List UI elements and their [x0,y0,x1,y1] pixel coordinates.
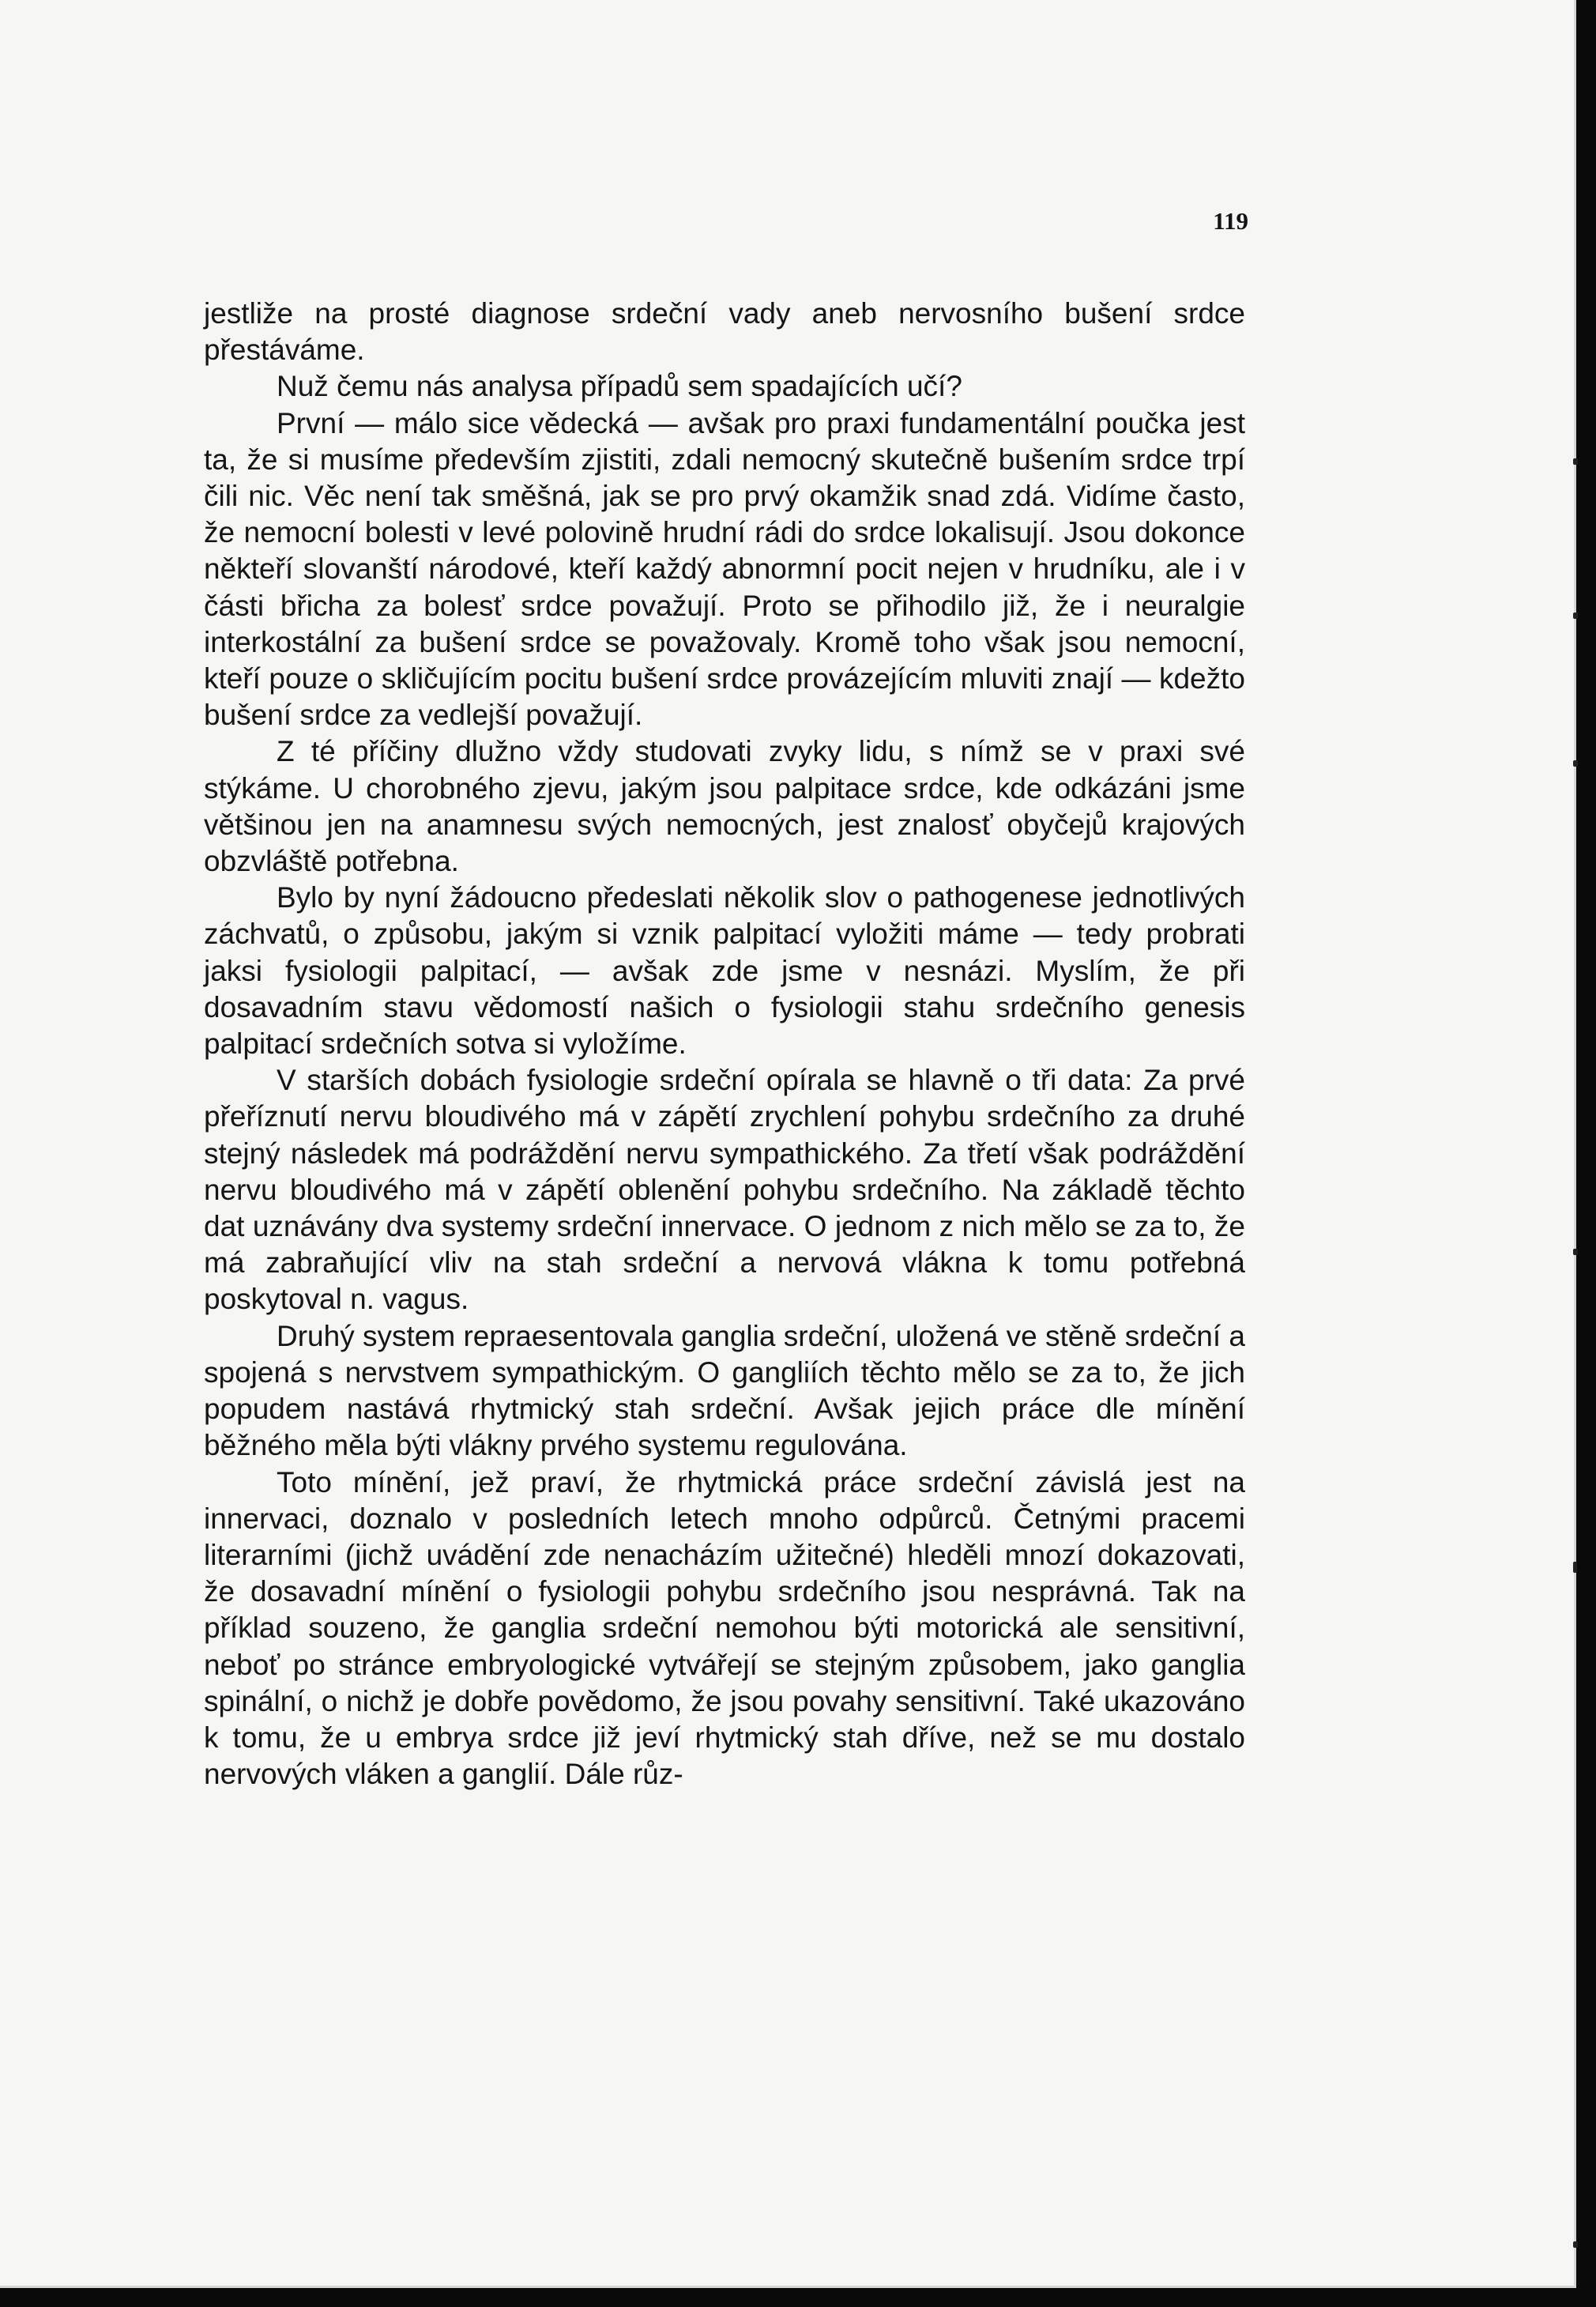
page-number: 119 [1213,207,1248,235]
paragraph-3: První — málo sice vědecká — avšak pro praxi fundamentální poučka jest ta, že si musíme především zjistiti, zdali nemocný skutečně bušením srdce trpí čili nic. Věc není tak směšná, jak se pro prvý okamžik snad zdá. Vidíme často, že nemocní bolesti v levé polovině hrudní rádi do srdce lokalisují. Jsou dokonce někteří slovanští národové, kteří každý abnormní pocit nejen v hrudníku, ale i v části břicha za bolesť srdce považují. Proto se přihodilo již, že i neuralgie interkostální za bušení srdce se považovaly. Kromě toho však jsou nemocní, kteří pouze o skličujícím pocitu bušení srdce provázejícím mluviti znají — kdežto bušení srdce za vedlejší považují. [204,406,1245,732]
scan-speck [1573,1249,1578,1255]
paragraph-1: jestliže na prosté diagnose srdeční vady aneb nervosního bušení srdce přestáváme. [204,297,1245,367]
paragraph-5: Bylo by nyní žádoucno předeslati několik slov o pathogenese jednotlivých záchvatů, o způsobu, jakým si vznik palpitací vyložiti máme — tedy probrati jaksi fysiologii palpitací, — avšak zde jsme v nesnázi. Myslím, že při dosavadním stavu vědomostí našich o fysiologii stahu srdečního genesis palpitací srdečních sotva si vyložíme. [204,881,1245,1061]
scan-speck [1573,2241,1578,2248]
paragraph-6: V starších dobách fysiologie srdeční opírala se hlavně o tři data: Za prvé přeříznutí nervu bloudivého má v zápětí zrychlení pohybu srdečního za druhé stejný následek má podráždění nervu sympathického. Za třetí však podráždění nervu bloudivého má v zápětí oblenění pohybu srdečního. Na základě těchto dat uznávány dva systemy srdeční innervace. O jednom z nich mělo se za to, že má zabraňující vliv na stah srdeční a nervová vlákna k tomu potřebná poskytoval n. vagus. [204,1064,1245,1316]
body-text [204,296,1245,1792]
scan-speck [1573,760,1578,767]
paragraph-7: Druhý system repraesentovala ganglia srdeční, uložená ve stěně srdeční a spojená s nervstvem sympathickým. O gangliích těchto mělo se za to, že jich popudem nastává rhytmický stah srdeční. Avšak jejich práce dle mínění běžného měla býti vlákny prvého systemu regulována. [204,1319,1245,1462]
scan-speck [1573,613,1578,619]
paragraph-4: Z té příčiny dlužno vždy studovati zvyky lidu, s nímž se v praxi své stýkáme. U chorobného zjevu, jakým jsou palpitace srdce, kde odkázáni jsme většinou jen na anamnesu svých nemocných, jest znalosť obyčejů krajových obzvláště potřebna. [204,735,1245,878]
scan-speck [1573,458,1578,465]
paragraph-8: Toto mínění, jež praví, že rhytmická práce srdeční závislá jest na innervaci, doznalo v posledních letech mnoho odpůrců. Četnými pracemi literarními (jichž uvádění zde nenacházím užitečné) hleděli mnozí dokazovati, že dosavadní mínění o fysiologii pohybu srdečního jsou nesprávná. Tak na příklad souzeno, že ganglia srdeční nemohou býti motorická ale sensitivní, neboť po stránce embryologické vytvářejí se stejným způsobem, jako ganglia spinální, o nichž je dobře povědomo, že jsou povahy sensitivní. Také ukazováno k tomu, že u embrya srdce již jeví rhytmický stah dříve, než se mu dostalo nervových vláken a ganglií. Dále růz- [204,1465,1245,1791]
scan-speck [1573,1562,1577,1573]
paragraph-2: Nuž čemu nás analysa případů sem spadajících učí? [277,370,962,403]
